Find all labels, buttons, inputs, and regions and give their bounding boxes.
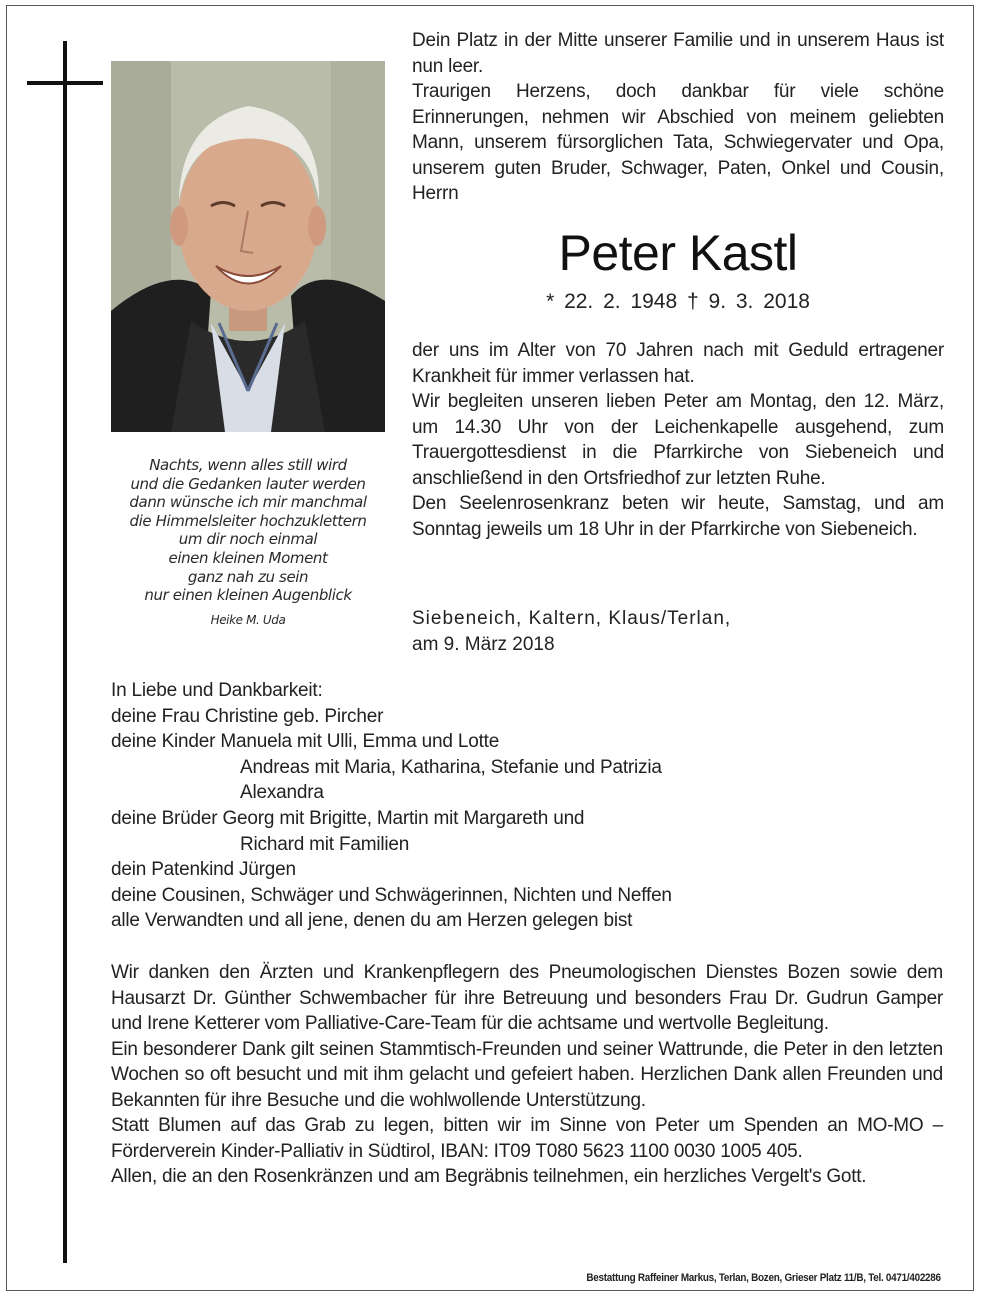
intro-paragraph: Dein Platz in der Mitte unserer Familie und in unserem Haus ist nun leer. (412, 30, 944, 77)
thanks-paragraph: Wir danken den Ärzten und Krankenpflegern des Pneumologischen Dienstes Bozen sowie dem Hausarzt Dr. Günther Schwembacher für ihre Betreuung und besonders Frau Dr. Gudrun Gamper und Irene Ketterer vom Palliative-Care-Team für die achtsame und wertvolle Begleitung. (111, 962, 943, 1034)
mourner-godchild: dein Patenkind Jürgen (111, 859, 296, 881)
mourner-cousins: deine Cousinen, Schwäger und Schwägerinnen, Nichten und Neffen (111, 884, 672, 906)
mourner-children: deine Kinder Manuela mit Ulli, Emma und Lotte (111, 731, 500, 753)
details-paragraph: Wir begleiten unseren lieben Peter am Montag, den 12. März, um 14.30 Uhr von der Leichenkapelle ausgehend, zum Trauergottesdienst in die Pfarrkirche von Siebeneich und anschließend in den Ortsfriedhof zur letzten Ruhe. (412, 391, 944, 489)
deceased-name: Peter Kastl (558, 225, 798, 281)
poem-line: nur einen kleinen Augenblick (144, 586, 352, 605)
mourner-relatives: alle Verwandten und all jene, denen du am Herzen gelegen bist (111, 910, 633, 932)
poem-line: dann wünsche ich mir manchmal (129, 493, 367, 512)
notice-date: am 9. März 2018 (412, 633, 555, 655)
mourners-heading: In Liebe und Dankbarkeit: (111, 680, 323, 701)
mourner-children: Alexandra (240, 782, 324, 804)
intro-paragraph: Traurigen Herzens, doch dankbar für viele schöne Erinnerungen, nehmen wir Abschied von meinem geliebten Mann, unserem fürsorglichen Tata, Schwiegervater und Opa, unserem guten Bruder, Schwager, Paten, Onkel und Cousin, Herrn (412, 81, 944, 204)
poem-line: und die Gedanken lauter werden (130, 474, 366, 493)
funeral-details (412, 338, 944, 542)
mourners-list (111, 678, 911, 934)
poem-line: einen kleinen Moment (168, 548, 328, 567)
place-and-date (412, 606, 944, 657)
thanks-paragraph: Allen, die an den Rosenkränzen und am Begräbnis teilnehmen, ein herzliches Vergelt's Gott. (111, 1166, 867, 1187)
mourner-brothers: Richard mit Familien (240, 833, 410, 855)
thanks-paragraph: Statt Blumen auf das Grab zu legen, bitten wir im Sinne von Peter um Spenden an MO-MO – Förderverein Kinder-Palliativ in Südtirol, IBAN: IT09 T080 5623 1100 0030 1005 405. (111, 1115, 943, 1162)
poem-line: ganz nah zu sein (187, 567, 309, 586)
poem-line: die Himmelsleiter hochzuklettern (129, 511, 367, 530)
mourner-brothers: deine Brüder Georg mit Brigitte, Martin mit Margareth und (111, 807, 585, 829)
details-paragraph: der uns im Alter von 70 Jahren nach mit Geduld ertragener Krankheit für immer verlassen hat. (412, 340, 944, 387)
portrait-photo (111, 61, 385, 432)
poem-author: Heike M. Uda (210, 612, 286, 627)
poem (111, 456, 385, 629)
poem-line: um dir noch einmal (178, 530, 318, 549)
thanks-paragraph: Ein besonderer Dank gilt seinen Stammtisch-Freunden und seiner Wattrunde, die Peter in den letzten Wochen so oft besucht und mit ihm gelacht und gefeiert haben. Herzlichen Dank allen Freunden und Bekannten für ihre Besuche und die wohlwollende Unterstützung. (111, 1038, 943, 1111)
life-dates: * 22. 2. 1948 † 9. 3. 2018 (546, 290, 810, 313)
obituary-notice (6, 5, 974, 1291)
locations: Siebeneich, Kaltern, Klaus/Terlan, (412, 608, 732, 629)
poem-line: Nachts, wenn alles still wird (149, 456, 347, 474)
mourner-children: Andreas mit Maria, Katharina, Stefanie und Patrizia (240, 756, 662, 778)
funeral-home-footer: Bestattung Raffeiner Markus, Terlan, Bozen, Grieser Platz 11/B, Tel. 0471/402286 (586, 1272, 941, 1284)
mourner-wife: deine Frau Christine geb. Pircher (111, 705, 384, 727)
intro-text (412, 28, 944, 207)
acknowledgements (111, 960, 943, 1190)
details-paragraph: Den Seelenrosenkranz beten wir heute, Samstag, und am Sonntag jeweils um 18 Uhr in der Pfarrkirche von Siebeneich. (412, 493, 944, 540)
